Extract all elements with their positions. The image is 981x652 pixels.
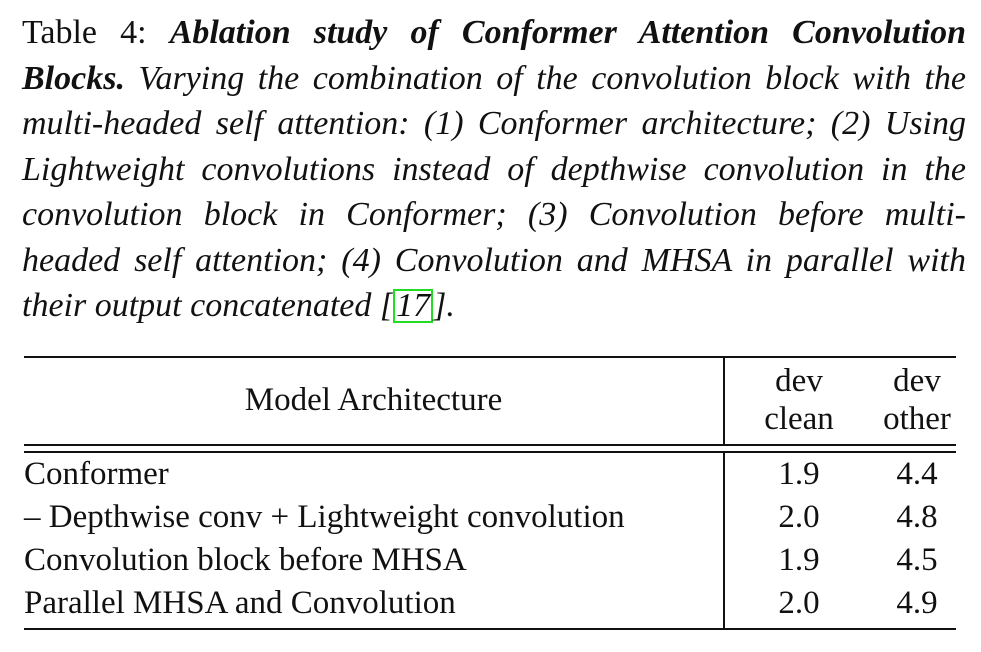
row-3-dev-clean: 1.9	[778, 542, 820, 578]
row-3-dev-other: 4.5	[896, 542, 938, 578]
header-dev-other-line2: other	[883, 401, 951, 437]
row-2-dev-clean: 2.0	[778, 499, 820, 535]
column-separator-body	[723, 453, 725, 628]
header-dev-other-line1: dev	[893, 363, 941, 399]
caption-body: Varying the combination of the convolution block with the multi-headed self attention: (1) Conformer architecture; (2) Using Lightweight convolutions instead of depthwise convolution in the convolution block in Conformer; (3) Convolution before multi-headed self attention; (4) Convolution and MHSA in parallel with their output concatenated [	[22, 59, 966, 324]
row-2-dev-other: 4.8	[896, 499, 938, 535]
row-4-name: Parallel MHSA and Convolution	[24, 585, 456, 621]
header-rule-lower	[24, 451, 956, 453]
top-rule	[24, 356, 956, 358]
row-1-dev-other: 4.4	[896, 456, 938, 492]
header-model-architecture: Model Architecture	[244, 382, 503, 418]
row-4-dev-other: 4.9	[896, 585, 938, 621]
row-1-name: Conformer	[24, 456, 169, 492]
row-3-name: Convolution block before MHSA	[24, 542, 467, 578]
table-title: Ablation study of Conformer Attention Convolution Blocks.	[22, 14, 967, 97]
header-dev-clean-line2: clean	[764, 401, 834, 437]
row-4-dev-clean: 2.0	[778, 585, 820, 621]
table-caption	[22, 10, 966, 329]
header-rule-upper	[24, 444, 956, 446]
header-dev-clean-line1: dev	[775, 363, 823, 399]
table-number: Table 4:	[22, 14, 170, 51]
citation-link[interactable]: 17	[393, 289, 433, 323]
bottom-rule	[24, 628, 956, 630]
row-2-name: – Depthwise conv + Lightweight convolution	[24, 499, 625, 535]
row-1-dev-clean: 1.9	[778, 456, 820, 492]
column-separator-header	[723, 356, 725, 444]
caption-tail: ].	[433, 287, 455, 324]
